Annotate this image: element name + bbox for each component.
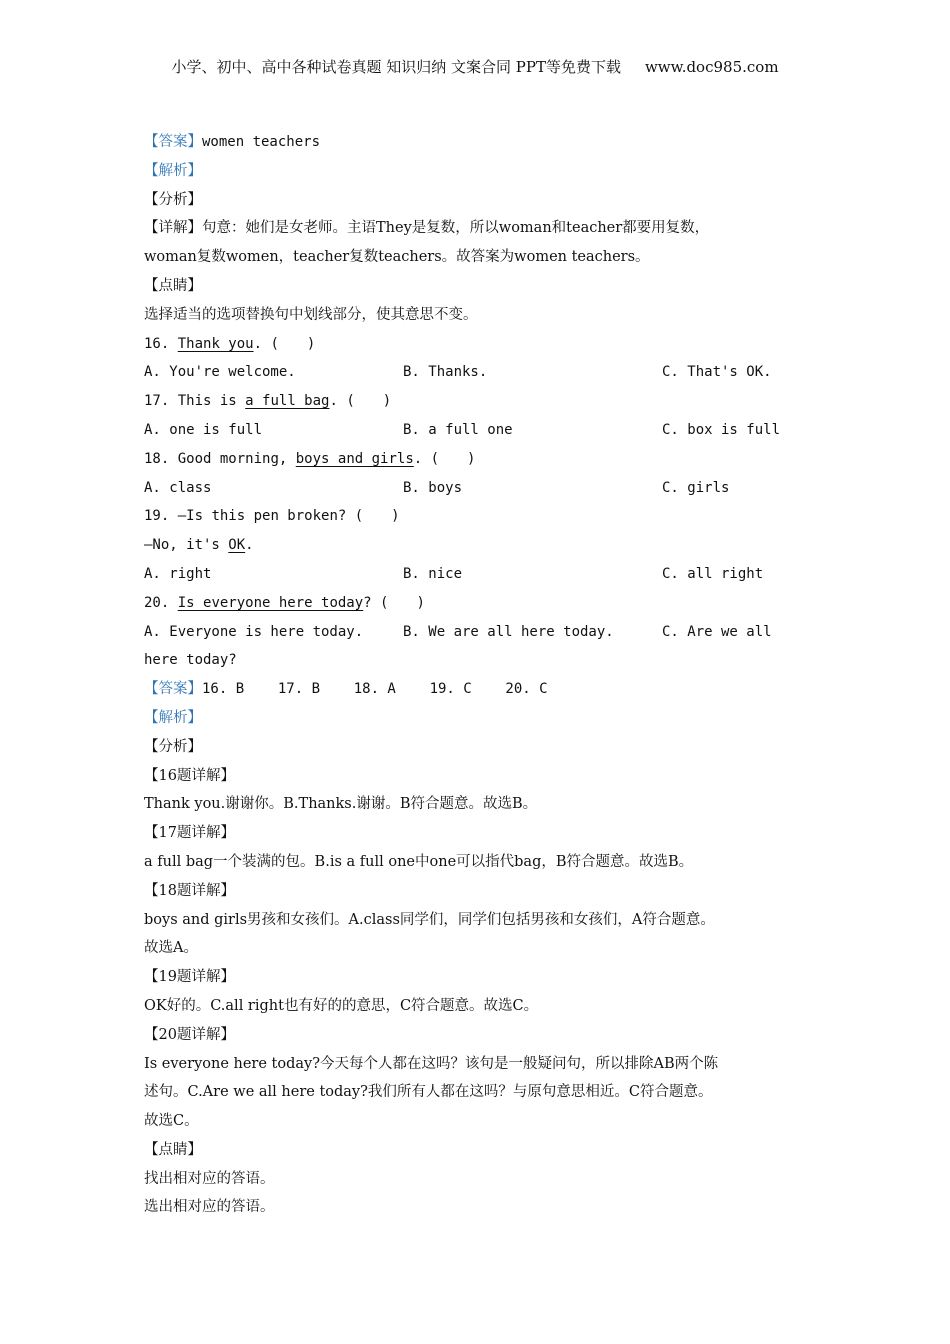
header-left-text: 小学、初中、高中各种试卷真题 知识归纳 文案合同 PPT等免费下载 — [171, 58, 621, 76]
option-a: A. right — [144, 565, 212, 582]
question-number: 18. — [144, 450, 170, 467]
options-19 — [144, 560, 804, 589]
tip-line-2: 选出相对应的答语。 — [144, 1199, 275, 1216]
page-header — [0, 56, 950, 77]
detail-20-text-3: 故选C。 — [144, 1113, 199, 1130]
answer-tag: 【答案】 — [144, 681, 202, 698]
option-c: C. That's OK. — [662, 364, 772, 381]
option-b: B. nice — [403, 565, 463, 582]
option-a: A. You're welcome. — [144, 364, 296, 381]
detail-line-1 — [144, 214, 804, 243]
underlined-phrase: a full bag — [245, 393, 330, 410]
detail-tag: 【详解】 — [144, 220, 202, 237]
fenxi-tag: 【分析】 — [144, 738, 202, 755]
options-17 — [144, 416, 804, 445]
option-b: B. Thanks. — [403, 364, 488, 381]
options-20 — [144, 618, 804, 647]
section-instruction: 选择适当的选项替换句中划线部分，使其意思不变。 — [144, 306, 478, 323]
options-16 — [144, 358, 804, 387]
question-20: 20. Is everyone here today? ( ) — [144, 594, 425, 611]
detail-line-2: woman复数women，teacher复数teachers。故答案为women teachers。 — [144, 249, 650, 266]
detail-20-text-1: Is everyone here today?今天每个人都在这吗？该句是一般疑问句，所以排除AB两个陈 — [144, 1055, 719, 1072]
option-c-continuation: here today? — [144, 652, 237, 669]
detail-16-text: Thank you.谢谢你。B.Thanks.谢谢。B符合题意。故选B。 — [144, 796, 538, 813]
detail-20-tag: 【20题详解】 — [144, 1026, 235, 1043]
header-site-url: www.doc985.com — [644, 58, 779, 76]
dianjing-tag: 【点睛】 — [144, 1141, 202, 1158]
question-number: 16. — [144, 335, 170, 352]
detail-18-text-2: 故选A。 — [144, 940, 198, 957]
answer-tag: 【答案】 — [144, 134, 202, 150]
question-number: 20. — [144, 594, 170, 611]
jiexi-tag: 【解析】 — [144, 709, 202, 726]
question-number: 17. — [144, 393, 170, 410]
underlined-phrase: Is everyone here today — [177, 594, 364, 611]
detail-18-tag: 【18题详解】 — [144, 882, 235, 899]
answer-line-15 — [144, 128, 804, 157]
question-17: 17. This is a full bag. ( ) — [144, 393, 392, 410]
option-c: C. box is full — [662, 421, 781, 438]
detail-17-tag: 【17题详解】 — [144, 825, 235, 842]
question-16: 16. Thank you. ( ) — [144, 335, 316, 352]
underlined-phrase: boys and girls — [295, 450, 414, 467]
detail-18-text-1: boys and girls男孩和女孩们。A.class同学们，同学们包括男孩和女孩们，A符合题意。 — [144, 911, 715, 928]
answer-key: 16. B 17. B 18. A 19. C 20. C — [202, 681, 548, 698]
detail-19-tag: 【19题详解】 — [144, 969, 235, 986]
option-b: B. boys — [403, 479, 463, 496]
option-c: C. girls — [662, 479, 730, 496]
option-b: B. We are all here today. — [403, 623, 614, 640]
question-18: 18. Good morning, boys and girls. ( ) — [144, 450, 476, 467]
question-19-reply: —No, it's OK. — [144, 537, 254, 554]
detail-19-text: OK好的。C.all right也有好的的意思，C符合题意。故选C。 — [144, 997, 539, 1014]
document-body — [144, 128, 804, 1222]
detail-text-1: 句意：她们是女老师。主语They是复数，所以woman和teacher都要用复数， — [202, 220, 710, 237]
option-c: C. all right — [662, 565, 764, 582]
fenxi-tag: 【分析】 — [144, 191, 202, 208]
option-c: C. Are we all — [662, 623, 772, 640]
dianjing-tag: 【点睛】 — [144, 277, 202, 294]
option-a: A. Everyone is here today. — [144, 623, 364, 640]
question-19: 19. —Is this pen broken? ( ) — [144, 508, 400, 525]
jiexi-tag: 【解析】 — [144, 162, 202, 179]
detail-16-tag: 【16题详解】 — [144, 767, 235, 784]
option-a: A. class — [144, 479, 212, 496]
underlined-phrase: OK — [228, 537, 246, 554]
tip-line-1: 找出相对应的答语。 — [144, 1170, 275, 1187]
detail-20-text-2: 述句。C.Are we all here today?我们所有人都在这吗？与原句意思相近。C符合题意。 — [144, 1084, 713, 1101]
answer-line-16-20 — [144, 675, 804, 704]
option-a: A. one is full — [144, 421, 263, 438]
detail-17-text: a full bag一个装满的包。B.is a full one中one可以指代bag，B符合题意。故选B。 — [144, 853, 694, 870]
underlined-phrase: Thank you — [177, 335, 254, 352]
answer-text: women teachers — [202, 134, 321, 150]
option-b: B. a full one — [403, 421, 513, 438]
question-number: 19. — [144, 508, 170, 525]
options-18 — [144, 474, 804, 503]
